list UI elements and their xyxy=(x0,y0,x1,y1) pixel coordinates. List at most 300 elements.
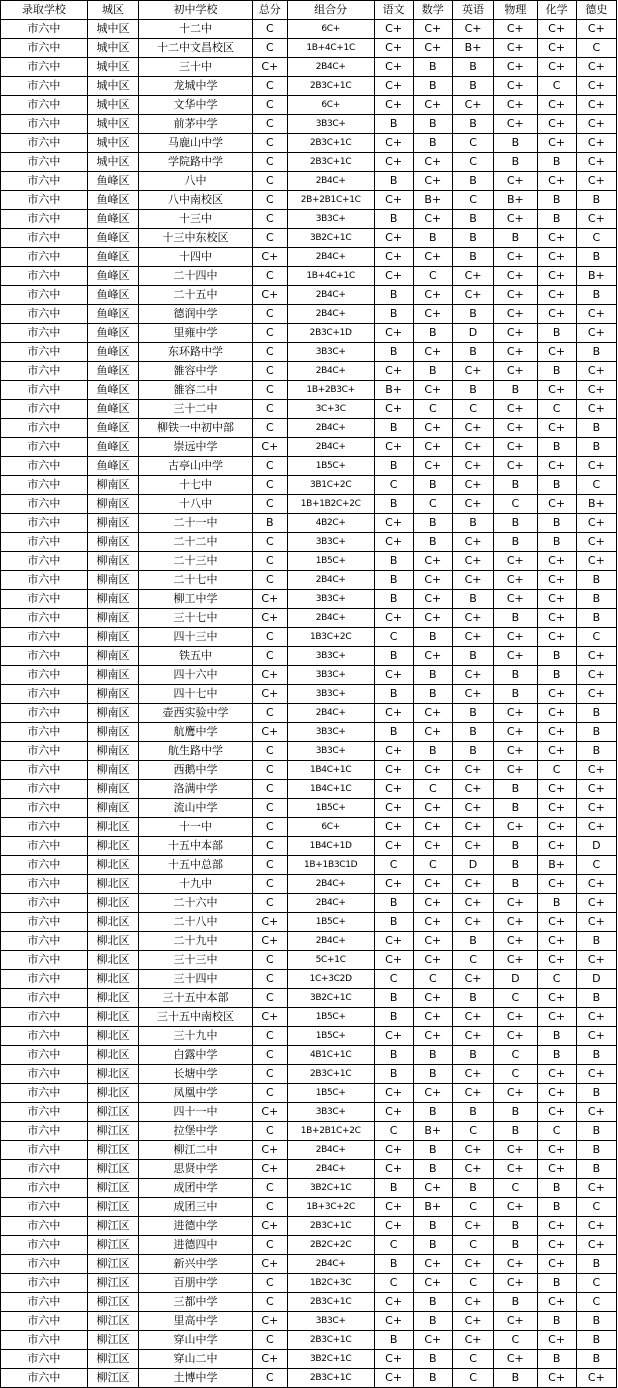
cell-middle-school: 长塘中学 xyxy=(139,1065,253,1084)
cell-school: 市六中 xyxy=(1,1217,88,1236)
table-row xyxy=(1,267,617,286)
table-row xyxy=(1,476,617,495)
cell-middle-school: 雒容中学 xyxy=(139,362,253,381)
cell-chinese: B xyxy=(374,115,413,134)
cell-chinese: C+ xyxy=(374,533,413,552)
cell-ethics-history: C xyxy=(576,1274,616,1293)
cell-math: C+ xyxy=(413,609,452,628)
cell-district: 柳南区 xyxy=(87,647,139,666)
cell-physics: C+ xyxy=(494,761,537,780)
cell-school: 市六中 xyxy=(1,153,88,172)
table-row xyxy=(1,894,617,913)
cell-ethics-history: C+ xyxy=(576,1103,616,1122)
cell-math: C+ xyxy=(413,381,452,400)
cell-middle-school: 柳铁一中初中部 xyxy=(139,419,253,438)
cell-middle-school: 学院路中学 xyxy=(139,153,253,172)
cell-ethics-history: C xyxy=(576,476,616,495)
cell-chemistry: B xyxy=(537,1274,576,1293)
cell-physics: C xyxy=(494,1179,537,1198)
table-row xyxy=(1,1065,617,1084)
cell-ethics-history: C+ xyxy=(576,875,616,894)
cell-total: C xyxy=(252,381,287,400)
cell-middle-school: 四十一中 xyxy=(139,1103,253,1122)
cell-school: 市六中 xyxy=(1,362,88,381)
cell-school: 市六中 xyxy=(1,932,88,951)
cell-school: 市六中 xyxy=(1,628,88,647)
cell-chemistry: C+ xyxy=(537,1008,576,1027)
cell-combo: 2B3C+1D xyxy=(287,324,374,343)
cell-math: C+ xyxy=(413,343,452,362)
cell-combo: 1B5C+ xyxy=(287,1008,374,1027)
cell-chinese: B xyxy=(374,590,413,609)
table-row xyxy=(1,533,617,552)
cell-chinese: C+ xyxy=(374,400,413,419)
cell-middle-school: 四十六中 xyxy=(139,666,253,685)
cell-total: C xyxy=(252,1084,287,1103)
cell-district: 柳北区 xyxy=(87,837,139,856)
cell-ethics-history: C+ xyxy=(576,153,616,172)
cell-physics: C+ xyxy=(494,1160,537,1179)
cell-chinese: B xyxy=(374,571,413,590)
cell-physics: B xyxy=(494,514,537,533)
cell-chemistry: C xyxy=(537,400,576,419)
table-row xyxy=(1,1198,617,1217)
cell-combo: 2B4C+ xyxy=(287,571,374,590)
table-row xyxy=(1,438,617,457)
table-row xyxy=(1,1369,617,1388)
cell-chemistry: C+ xyxy=(537,1293,576,1312)
cell-math: C+ xyxy=(413,913,452,932)
cell-total: C xyxy=(252,115,287,134)
cell-middle-school: 三十七中 xyxy=(139,609,253,628)
cell-middle-school: 洛满中学 xyxy=(139,780,253,799)
cell-combo: 6C+ xyxy=(287,96,374,115)
cell-english: B xyxy=(452,647,493,666)
cell-math: B xyxy=(413,1103,452,1122)
cell-chinese: C+ xyxy=(374,932,413,951)
cell-total: C xyxy=(252,1198,287,1217)
cell-math: C+ xyxy=(413,1255,452,1274)
cell-district: 城中区 xyxy=(87,39,139,58)
cell-math: C xyxy=(413,400,452,419)
cell-chemistry: B xyxy=(537,1350,576,1369)
cell-district: 柳南区 xyxy=(87,799,139,818)
cell-chemistry: C+ xyxy=(537,628,576,647)
cell-combo: 3B3C+ xyxy=(287,647,374,666)
cell-math: C+ xyxy=(413,723,452,742)
cell-middle-school: 十五中本部 xyxy=(139,837,253,856)
cell-math: C+ xyxy=(413,552,452,571)
cell-total: C xyxy=(252,799,287,818)
cell-chemistry: C+ xyxy=(537,39,576,58)
cell-physics: C+ xyxy=(494,1027,537,1046)
cell-district: 鱼峰区 xyxy=(87,457,139,476)
cell-school: 市六中 xyxy=(1,77,88,96)
table-row xyxy=(1,1293,617,1312)
table-row xyxy=(1,1103,617,1122)
table-row xyxy=(1,96,617,115)
cell-district: 柳北区 xyxy=(87,1008,139,1027)
cell-middle-school: 航生路中学 xyxy=(139,742,253,761)
cell-english: B xyxy=(452,1103,493,1122)
cell-english: B xyxy=(452,590,493,609)
cell-district: 柳北区 xyxy=(87,1046,139,1065)
cell-physics: B xyxy=(494,780,537,799)
cell-combo: 1B+3C+2C xyxy=(287,1198,374,1217)
col-header-district: 城区 xyxy=(87,1,139,20)
table-row xyxy=(1,172,617,191)
col-header-english: 英语 xyxy=(452,1,493,20)
cell-total: C+ xyxy=(252,932,287,951)
cell-chemistry: B xyxy=(537,514,576,533)
cell-math: C+ xyxy=(413,875,452,894)
cell-chemistry: C xyxy=(537,77,576,96)
cell-math: C xyxy=(413,970,452,989)
cell-middle-school: 百朋中学 xyxy=(139,1274,253,1293)
cell-chemistry: C+ xyxy=(537,875,576,894)
cell-ethics-history: C+ xyxy=(576,761,616,780)
cell-combo: 1B+2B3C+ xyxy=(287,381,374,400)
cell-math: C+ xyxy=(413,799,452,818)
cell-chemistry: C+ xyxy=(537,704,576,723)
cell-chinese: C+ xyxy=(374,191,413,210)
table-row xyxy=(1,951,617,970)
cell-chinese: B xyxy=(374,1179,413,1198)
cell-math: B xyxy=(413,324,452,343)
cell-combo: 1B+1B2C+2C xyxy=(287,495,374,514)
cell-english: C+ xyxy=(452,286,493,305)
cell-english: B xyxy=(452,704,493,723)
cell-math: B+ xyxy=(413,191,452,210)
cell-physics: B xyxy=(494,1122,537,1141)
cell-total: C xyxy=(252,457,287,476)
cell-school: 市六中 xyxy=(1,1160,88,1179)
cell-total: C+ xyxy=(252,1255,287,1274)
cell-district: 城中区 xyxy=(87,134,139,153)
cell-ethics-history: C+ xyxy=(576,533,616,552)
cell-english: C+ xyxy=(452,761,493,780)
cell-chinese: C+ xyxy=(374,248,413,267)
cell-math: C+ xyxy=(413,172,452,191)
cell-chinese: C+ xyxy=(374,1217,413,1236)
cell-english: B xyxy=(452,932,493,951)
cell-math: B xyxy=(413,229,452,248)
cell-district: 鱼峰区 xyxy=(87,305,139,324)
col-header-combo: 组合分 xyxy=(287,1,374,20)
cell-combo: 1B2C+3C xyxy=(287,1274,374,1293)
cell-combo: 2B4C+ xyxy=(287,1255,374,1274)
cell-physics: B xyxy=(494,1217,537,1236)
cell-physics: C+ xyxy=(494,704,537,723)
cell-total: C xyxy=(252,134,287,153)
table-row xyxy=(1,552,617,571)
cell-school: 市六中 xyxy=(1,1084,88,1103)
cell-math: C+ xyxy=(413,1084,452,1103)
cell-district: 柳南区 xyxy=(87,704,139,723)
cell-physics: C+ xyxy=(494,77,537,96)
cell-combo: 2B3C+1C xyxy=(287,1065,374,1084)
cell-total: C xyxy=(252,495,287,514)
table-row xyxy=(1,115,617,134)
cell-ethics-history: C+ xyxy=(576,685,616,704)
cell-ethics-history: C+ xyxy=(576,1027,616,1046)
cell-english: B xyxy=(452,381,493,400)
cell-total: C+ xyxy=(252,1217,287,1236)
cell-middle-school: 土博中学 xyxy=(139,1369,253,1388)
col-header-physics: 物理 xyxy=(494,1,537,20)
cell-district: 鱼峰区 xyxy=(87,343,139,362)
table-row xyxy=(1,590,617,609)
cell-math: C+ xyxy=(413,286,452,305)
cell-school: 市六中 xyxy=(1,1027,88,1046)
cell-district: 城中区 xyxy=(87,96,139,115)
cell-chinese: B xyxy=(374,647,413,666)
cell-physics: D xyxy=(494,970,537,989)
cell-physics: C+ xyxy=(494,324,537,343)
cell-math: C+ xyxy=(413,419,452,438)
cell-total: C xyxy=(252,1065,287,1084)
table-row xyxy=(1,419,617,438)
cell-physics: C xyxy=(494,1331,537,1350)
cell-ethics-history: C+ xyxy=(576,58,616,77)
cell-district: 柳南区 xyxy=(87,609,139,628)
cell-chinese: B xyxy=(374,172,413,191)
cell-chemistry: C+ xyxy=(537,286,576,305)
cell-physics: C+ xyxy=(494,1008,537,1027)
cell-ethics-history: C xyxy=(576,1293,616,1312)
cell-chemistry: B xyxy=(537,1046,576,1065)
table-row xyxy=(1,248,617,267)
cell-school: 市六中 xyxy=(1,913,88,932)
cell-total: C xyxy=(252,856,287,875)
cell-physics: C xyxy=(494,989,537,1008)
cell-chemistry: C+ xyxy=(537,267,576,286)
cell-district: 柳江区 xyxy=(87,1141,139,1160)
cell-district: 柳南区 xyxy=(87,666,139,685)
cell-math: C+ xyxy=(413,932,452,951)
cell-english: C+ xyxy=(452,1312,493,1331)
cell-chemistry: B xyxy=(537,1179,576,1198)
cell-school: 市六中 xyxy=(1,172,88,191)
cell-school: 市六中 xyxy=(1,1065,88,1084)
table-row xyxy=(1,742,617,761)
cell-math: C+ xyxy=(413,1274,452,1293)
cell-english: B+ xyxy=(452,39,493,58)
cell-chemistry: C+ xyxy=(537,685,576,704)
cell-chemistry: B xyxy=(537,362,576,381)
cell-district: 城中区 xyxy=(87,153,139,172)
cell-district: 柳南区 xyxy=(87,514,139,533)
cell-district: 鱼峰区 xyxy=(87,419,139,438)
cell-physics: C+ xyxy=(494,932,537,951)
cell-total: C xyxy=(252,875,287,894)
cell-ethics-history: B xyxy=(576,723,616,742)
cell-combo: 1B+1B3C1D xyxy=(287,856,374,875)
cell-middle-school: 十四中 xyxy=(139,248,253,267)
cell-district: 柳南区 xyxy=(87,761,139,780)
cell-chinese: B xyxy=(374,1255,413,1274)
cell-middle-school: 德润中学 xyxy=(139,305,253,324)
cell-english: C+ xyxy=(452,1293,493,1312)
cell-combo: 1B4C+1D xyxy=(287,837,374,856)
cell-middle-school: 二十九中 xyxy=(139,932,253,951)
cell-chinese: B xyxy=(374,210,413,229)
cell-physics: C+ xyxy=(494,1084,537,1103)
cell-total: C xyxy=(252,1179,287,1198)
table-row xyxy=(1,666,617,685)
cell-combo: 2B3C+1C xyxy=(287,1369,374,1388)
cell-school: 市六中 xyxy=(1,590,88,609)
cell-middle-school: 航鹰中学 xyxy=(139,723,253,742)
cell-chinese: C+ xyxy=(374,704,413,723)
cell-total: C xyxy=(252,305,287,324)
cell-chinese: B xyxy=(374,305,413,324)
cell-total: C xyxy=(252,951,287,970)
cell-ethics-history: B xyxy=(576,742,616,761)
cell-physics: B xyxy=(494,799,537,818)
cell-total: C+ xyxy=(252,666,287,685)
cell-physics: C+ xyxy=(494,267,537,286)
cell-math: B xyxy=(413,58,452,77)
cell-school: 市六中 xyxy=(1,1198,88,1217)
cell-chinese: C+ xyxy=(374,1293,413,1312)
cell-ethics-history: B xyxy=(576,1122,616,1141)
cell-ethics-history: B xyxy=(576,438,616,457)
cell-english: C xyxy=(452,1236,493,1255)
cell-middle-school: 十七中 xyxy=(139,476,253,495)
cell-total: C xyxy=(252,704,287,723)
cell-combo: 3B3C+ xyxy=(287,343,374,362)
cell-combo: 2B3C+1C xyxy=(287,1217,374,1236)
cell-chinese: C+ xyxy=(374,1084,413,1103)
cell-school: 市六中 xyxy=(1,134,88,153)
cell-chemistry: B xyxy=(537,647,576,666)
cell-district: 柳江区 xyxy=(87,1369,139,1388)
cell-middle-school: 三十五中南校区 xyxy=(139,1008,253,1027)
cell-middle-school: 十一中 xyxy=(139,818,253,837)
cell-total: C+ xyxy=(252,1312,287,1331)
cell-physics: C xyxy=(494,1065,537,1084)
cell-physics: C+ xyxy=(494,647,537,666)
cell-physics: C+ xyxy=(494,39,537,58)
cell-chinese: C+ xyxy=(374,742,413,761)
cell-english: B xyxy=(452,742,493,761)
cell-ethics-history: B xyxy=(576,419,616,438)
cell-total: C+ xyxy=(252,58,287,77)
cell-total: C xyxy=(252,191,287,210)
cell-chinese: C+ xyxy=(374,837,413,856)
cell-chemistry: C+ xyxy=(537,723,576,742)
cell-physics: B xyxy=(494,1236,537,1255)
cell-school: 市六中 xyxy=(1,1331,88,1350)
cell-chinese: B xyxy=(374,913,413,932)
cell-ethics-history: C+ xyxy=(576,96,616,115)
cell-ethics-history: C+ xyxy=(576,1008,616,1027)
cell-math: B xyxy=(413,1160,452,1179)
cell-math: C+ xyxy=(413,989,452,1008)
table-row xyxy=(1,571,617,590)
cell-ethics-history: C xyxy=(576,39,616,58)
cell-ethics-history: B xyxy=(576,191,616,210)
cell-school: 市六中 xyxy=(1,96,88,115)
cell-combo: 1B5C+ xyxy=(287,457,374,476)
table-row xyxy=(1,609,617,628)
cell-total: C xyxy=(252,647,287,666)
cell-school: 市六中 xyxy=(1,1103,88,1122)
cell-total: C+ xyxy=(252,286,287,305)
cell-physics: C+ xyxy=(494,210,537,229)
cell-chemistry: B xyxy=(537,476,576,495)
cell-total: C xyxy=(252,210,287,229)
cell-english: C+ xyxy=(452,1008,493,1027)
cell-school: 市六中 xyxy=(1,780,88,799)
cell-combo: 2B3C+1C xyxy=(287,153,374,172)
cell-combo: 2B3C+1C xyxy=(287,1293,374,1312)
cell-math: B+ xyxy=(413,1198,452,1217)
cell-middle-school: 龙城中学 xyxy=(139,77,253,96)
cell-chinese: C+ xyxy=(374,1198,413,1217)
cell-school: 市六中 xyxy=(1,438,88,457)
cell-total: C+ xyxy=(252,685,287,704)
cell-math: C+ xyxy=(413,96,452,115)
cell-chinese: C+ xyxy=(374,761,413,780)
cell-chinese: B xyxy=(374,419,413,438)
cell-english: C+ xyxy=(452,476,493,495)
cell-english: B xyxy=(452,58,493,77)
cell-english: C+ xyxy=(452,96,493,115)
cell-chemistry: C+ xyxy=(537,115,576,134)
cell-middle-school: 三十九中 xyxy=(139,1027,253,1046)
cell-combo: 3B3C+ xyxy=(287,1103,374,1122)
cell-math: C+ xyxy=(413,647,452,666)
cell-math: C+ xyxy=(413,837,452,856)
cell-middle-school: 西鹅中学 xyxy=(139,761,253,780)
cell-math: C xyxy=(413,495,452,514)
cell-physics: C+ xyxy=(494,362,537,381)
cell-ethics-history: D xyxy=(576,970,616,989)
cell-district: 柳北区 xyxy=(87,989,139,1008)
cell-physics: C+ xyxy=(494,1350,537,1369)
cell-chinese: C xyxy=(374,1274,413,1293)
cell-physics: B xyxy=(494,153,537,172)
cell-district: 鱼峰区 xyxy=(87,286,139,305)
cell-combo: 2B4C+ xyxy=(287,286,374,305)
cell-physics: C xyxy=(494,495,537,514)
cell-physics: B xyxy=(494,666,537,685)
cell-english: B xyxy=(452,229,493,248)
cell-physics: C+ xyxy=(494,1312,537,1331)
cell-english: C+ xyxy=(452,913,493,932)
cell-chinese: C+ xyxy=(374,153,413,172)
cell-chemistry: C+ xyxy=(537,609,576,628)
cell-school: 市六中 xyxy=(1,875,88,894)
cell-district: 柳江区 xyxy=(87,1160,139,1179)
cell-english: D xyxy=(452,856,493,875)
cell-combo: 1B5C+ xyxy=(287,552,374,571)
table-row xyxy=(1,932,617,951)
cell-math: C+ xyxy=(413,761,452,780)
cell-combo: 2B4C+ xyxy=(287,172,374,191)
table-row xyxy=(1,1274,617,1293)
cell-combo: 1C+3C2D xyxy=(287,970,374,989)
cell-physics: B xyxy=(494,1103,537,1122)
table-row xyxy=(1,1046,617,1065)
cell-school: 市六中 xyxy=(1,267,88,286)
cell-chinese: C+ xyxy=(374,267,413,286)
cell-total: C xyxy=(252,39,287,58)
cell-combo: 2B3C+1C xyxy=(287,134,374,153)
cell-chemistry: C+ xyxy=(537,1160,576,1179)
